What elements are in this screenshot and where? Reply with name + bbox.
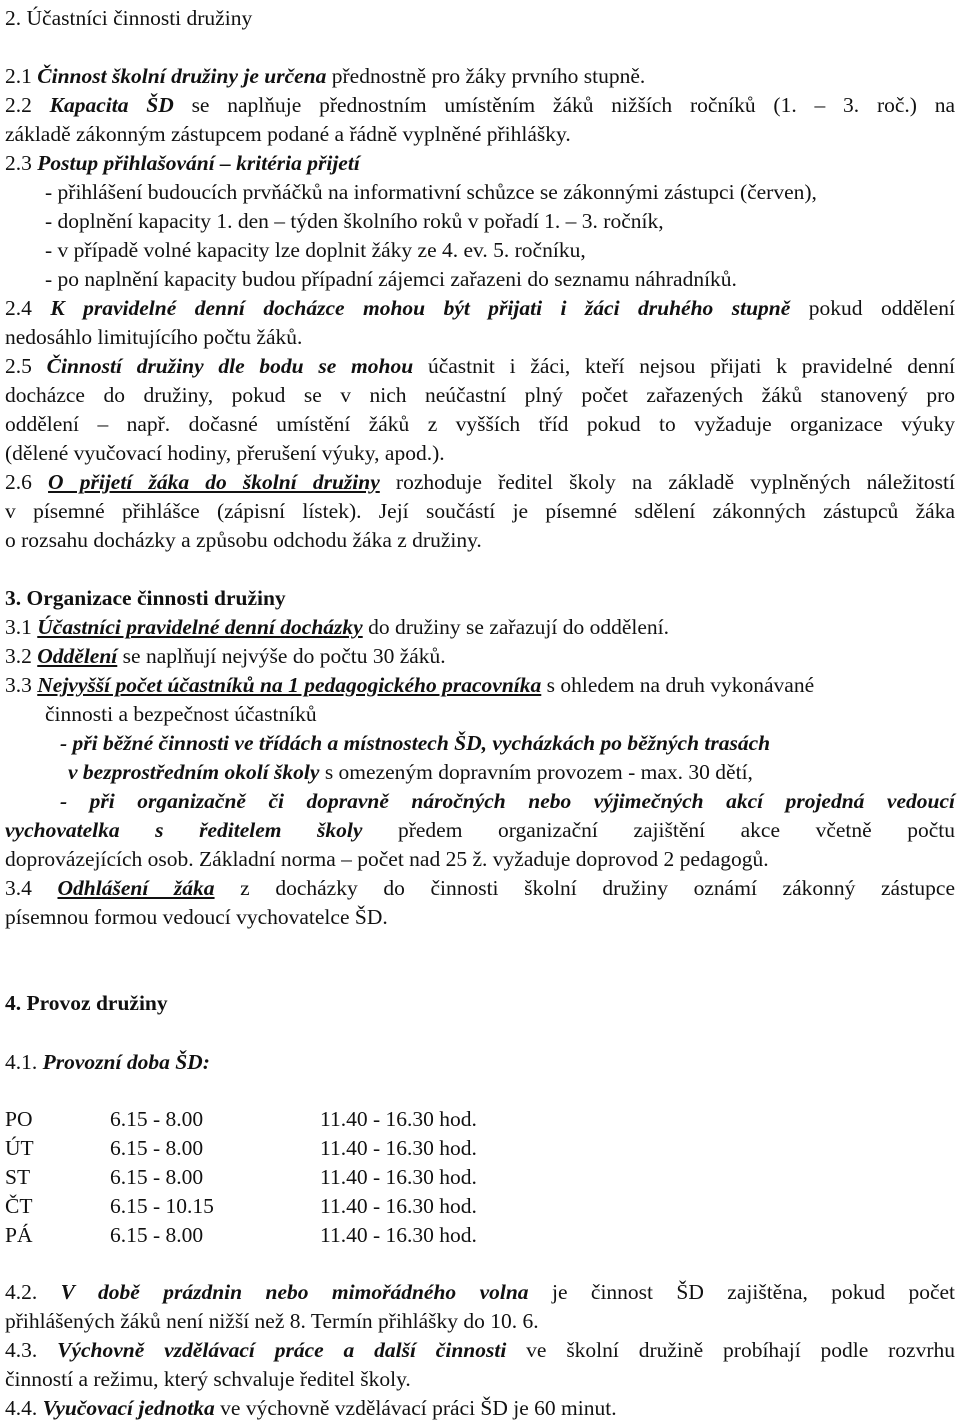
paragraph-4-2-line: přihlášených žáků není nižší než 8. Termín přihlášky do 10. 6.: [5, 1309, 539, 1333]
list-item: - doplnění kapacity 1. den – týden školního roků v pořadí 1. – 3. ročník,: [45, 209, 664, 233]
paragraph-2-5-line: docházce do družiny, pokud se v nich neúčastní plný počet zařazených žáků stanovený pro: [5, 383, 955, 407]
paragraph-2-6-line: v písemné přihlášce (zápisní lístek). Její součástí je písemné sdělení zákonných zástupců žáka: [5, 499, 955, 523]
schedule-morning: 6.15 - 8.00: [110, 1136, 204, 1160]
section-4-heading: 4. Provoz družiny: [5, 991, 168, 1015]
schedule-afternoon: 11.40 - 16.30 hod.: [320, 1107, 477, 1131]
schedule-afternoon: 11.40 - 16.30 hod.: [320, 1194, 477, 1218]
schedule-morning: 6.15 - 8.00: [110, 1223, 204, 1247]
schedule-day: ÚT: [5, 1136, 34, 1160]
schedule-table: [5, 1106, 955, 1256]
paragraph-3-3-line: činnosti a bezpečnost účastníků: [45, 702, 317, 726]
list-item: - po naplnění kapacity budou případní zájemci zařazeni do seznamu náhradníků.: [45, 267, 737, 291]
schedule-afternoon: 11.40 - 16.30 hod.: [320, 1223, 477, 1247]
schedule-afternoon: 11.40 - 16.30 hod.: [320, 1165, 477, 1189]
paragraph-2-2: 2.2 Kapacita ŠD se naplňuje přednostním umístěním žáků nižších ročníků (1. – 3. roč.) na: [5, 93, 956, 117]
paragraph-3-2: 3.2 Oddělení se naplňují nejvýše do počtu 30 žáků.: [5, 644, 446, 668]
list-item: - přihlášení budoucích prvňáčků na informativní schůzce se zákonnými zástupci (červen),: [45, 180, 817, 204]
list-item: v bezprostředním okolí školy s omezeným dopravním provozem - max. 30 dětí,: [68, 760, 753, 784]
schedule-morning: 6.15 - 8.00: [110, 1107, 204, 1131]
paragraph-3-4-line: písemnou formou vedoucí vychovatelce ŠD.: [5, 905, 388, 929]
schedule-day: PÁ: [5, 1223, 33, 1247]
schedule-morning: 6.15 - 10.15: [110, 1194, 214, 1218]
paragraph-2-2-line: základě zákonným zástupcem podané a řádně vyplněné přihlášky.: [5, 122, 571, 146]
paragraph-2-5-line: (dělené vyučovací hodiny, přerušení výuky, apod.).: [5, 441, 445, 465]
schedule-day: PO: [5, 1107, 33, 1131]
paragraph-2-5-line: oddělení – např. dočasné umístění žáků z vyšších tříd pokud to vyžaduje organizace výuky: [5, 412, 955, 436]
list-item: vychovatelka s ředitelem školy předem organizační zajištění akce včetně počtu: [5, 818, 955, 842]
schedule-afternoon: 11.40 - 16.30 hod.: [320, 1136, 477, 1160]
paragraph-4-1: 4.1. Provozní doba ŠD:: [5, 1050, 210, 1074]
paragraph-2-6-line: o rozsahu docházky a způsobu odchodu žáka z družiny.: [5, 528, 482, 552]
list-item: - v případě volné kapacity lze doplnit žáky ze 4. ev. 5. ročníku,: [45, 238, 586, 262]
paragraph-4-3: 4.3. Výchovně vzdělávací práce a další činnosti ve školní družině probíhají podle rozvrhu: [5, 1338, 956, 1362]
section-3-heading: 3. Organizace činnosti družiny: [5, 586, 286, 610]
paragraph-2-4: 2.4 K pravidelné denní docházce mohou být přijati i žáci druhého stupně pokud oddělení: [5, 296, 955, 320]
paragraph-2-4-line: nedosáhlo limitujícího počtu žáků.: [5, 325, 303, 349]
paragraph-4-3-line: činností a režimu, který schvaluje ředitel školy.: [5, 1367, 411, 1391]
paragraph-3-4: 3.4 Odhlášení žáka z docházky do činnosti školní družiny oznámí zákonný zástupce: [5, 876, 956, 900]
paragraph-2-5: 2.5 Činností družiny dle bodu se mohou účastnit i žáci, kteří nejsou přijati k pravidelné denní: [5, 354, 956, 378]
list-item: doprovázejících osob. Základní norma – počet nad 25 ž. vyžaduje doprovod 2 pedagogů.: [5, 847, 769, 871]
paragraph-4-2: 4.2. V době prázdnin nebo mimořádného volna je činnost ŠD zajištěna, pokud počet: [5, 1280, 956, 1304]
list-item: - při organizačně či dopravně náročných nebo výjimečných akcí projedná vedoucí: [60, 789, 955, 813]
paragraph-2-6: 2.6 O přijetí žáka do školní družiny rozhoduje ředitel školy na základě vyplněných náležitostí: [5, 470, 956, 494]
section-2-heading: 2. Účastníci činnosti družiny: [5, 6, 253, 30]
paragraph-3-1: 3.1 Účastníci pravidelné denní docházky do družiny se zařazují do oddělení.: [5, 615, 670, 639]
schedule-day: ST: [5, 1165, 31, 1189]
schedule-morning: 6.15 - 8.00: [110, 1165, 204, 1189]
paragraph-4-4: 4.4. Vyučovací jednotka ve výchovně vzdělávací práci ŠD je 60 minut.: [5, 1396, 617, 1420]
schedule-day: ČT: [5, 1194, 33, 1218]
paragraph-2-1: 2.1 Činnost školní družiny je určena přednostně pro žáky prvního stupně.: [5, 64, 646, 88]
paragraph-2-3: 2.3 Postup přihlašování – kritéria přijetí: [5, 151, 360, 175]
paragraph-3-3: 3.3 Nejvyšší počet účastníků na 1 pedagogického pracovníka s ohledem na druh vykonávané: [5, 673, 815, 697]
list-item: - při běžné činnosti ve třídách a místnostech ŠD, vycházkách po běžných trasách: [60, 731, 771, 755]
